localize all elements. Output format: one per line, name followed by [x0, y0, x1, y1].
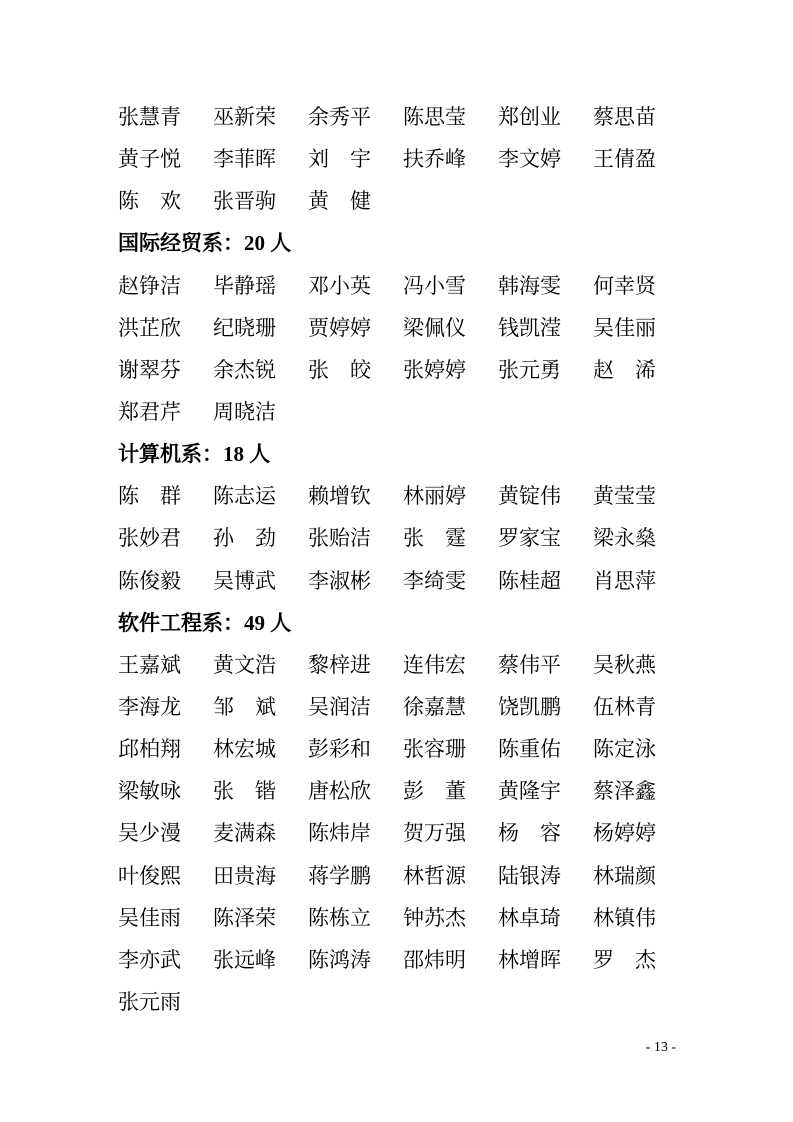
- student-name: 巫新荣: [213, 105, 276, 129]
- student-name: 王倩盈: [593, 147, 656, 172]
- student-name: 陈炜岸: [308, 821, 371, 846]
- name-row: [118, 475, 718, 517]
- student-name: 林卓琦: [498, 905, 561, 930]
- student-name: 张容珊: [403, 737, 466, 762]
- name-row: [118, 265, 718, 307]
- student-name: 陈栋立: [308, 905, 371, 930]
- student-name: 邱柏翔: [118, 737, 181, 762]
- student-name: 彭 董: [403, 779, 466, 804]
- student-name: 蔡泽鑫: [593, 779, 656, 804]
- student-name: 陆银涛: [498, 863, 561, 888]
- student-name: 吴秋燕: [593, 652, 656, 677]
- name-row: [118, 349, 718, 391]
- student-name: 张晋驹: [213, 189, 276, 214]
- student-name: 陈 群: [118, 484, 181, 509]
- student-name: 张元勇: [498, 357, 561, 382]
- name-row: [118, 770, 718, 812]
- section-header: 软件工程系：49 人: [118, 610, 292, 635]
- name-row: [118, 939, 718, 981]
- student-name: 毕静瑶: [213, 273, 276, 298]
- student-name: 吴少漫: [118, 821, 181, 846]
- student-name: 伍林青: [593, 694, 656, 719]
- student-name: 林宏城: [213, 737, 276, 762]
- student-name: 张 锴: [213, 779, 276, 804]
- student-name: 贾婷婷: [308, 315, 371, 340]
- student-name: 吴佳雨: [118, 905, 181, 930]
- student-name: 连伟宏: [403, 652, 466, 677]
- name-row: [118, 855, 718, 897]
- student-name: 张妙君: [118, 526, 181, 551]
- student-name: 蔡伟平: [498, 652, 561, 677]
- section-header: 计算机系：18 人: [118, 442, 271, 467]
- student-name: 麦满森: [213, 821, 276, 846]
- student-name: 黄隆宇: [498, 779, 561, 804]
- name-row: [118, 812, 718, 854]
- student-name: 李文婷: [498, 147, 561, 172]
- student-name: 黄锭伟: [498, 484, 561, 509]
- student-name: 黄子悦: [118, 147, 181, 172]
- student-name: 杨婷婷: [593, 821, 656, 846]
- name-row: [118, 138, 718, 180]
- student-name: 谢翠芬: [118, 357, 181, 382]
- student-name: 林镇伟: [593, 905, 656, 930]
- student-name: 韩海雯: [498, 273, 561, 298]
- student-name: 张 霆: [403, 526, 466, 551]
- student-name: 林瑞颜: [593, 863, 656, 888]
- page-number: - 13 -: [645, 1040, 676, 1055]
- student-name: 张 皎: [308, 357, 371, 382]
- student-name: 陈桂超: [498, 568, 561, 593]
- student-name: 李海龙: [118, 694, 181, 719]
- name-row: [118, 644, 718, 686]
- student-name: 蔡思苗: [593, 105, 656, 129]
- student-name: 陈鸿涛: [308, 947, 371, 972]
- student-name: 郑君芹: [118, 399, 181, 424]
- student-name: 黄文浩: [213, 652, 276, 677]
- student-name: 李菲晖: [213, 147, 276, 172]
- student-name: 邓小英: [308, 273, 371, 298]
- student-name: 梁永燊: [593, 526, 656, 551]
- student-name: 邵炜明: [403, 947, 466, 972]
- student-name: 吴博武: [213, 568, 276, 593]
- student-name: 林丽婷: [403, 484, 466, 509]
- student-name: 罗 杰: [593, 947, 656, 972]
- student-name: 张元雨: [118, 989, 181, 1014]
- name-row: [118, 391, 718, 433]
- student-name: 何幸贤: [593, 273, 656, 298]
- student-name: 杨 容: [498, 821, 561, 846]
- name-row: [118, 686, 718, 728]
- student-name: 孙 劲: [213, 526, 276, 551]
- name-row: [118, 307, 718, 349]
- student-name: 钱凯滢: [498, 315, 561, 340]
- student-name: 张婷婷: [403, 357, 466, 382]
- student-name: 周晓洁: [213, 399, 276, 424]
- student-name: 陈泽荣: [213, 905, 276, 930]
- student-name: 赵铮洁: [118, 273, 181, 298]
- student-name: 张贻洁: [308, 526, 371, 551]
- student-name: 李亦武: [118, 947, 181, 972]
- student-name: 刘 宇: [308, 147, 371, 172]
- name-row: [118, 981, 718, 1023]
- student-name: 李绮雯: [403, 568, 466, 593]
- student-name: 贺万强: [403, 821, 466, 846]
- name-row: [118, 728, 718, 770]
- student-name: 梁敏咏: [118, 779, 181, 804]
- name-row: [118, 560, 718, 602]
- student-name: 陈志运: [213, 484, 276, 509]
- student-name: 洪芷欣: [118, 315, 181, 340]
- student-name: 李淑彬: [308, 568, 371, 593]
- student-name: 饶凯鹏: [498, 694, 561, 719]
- student-name: 陈 欢: [118, 189, 181, 214]
- student-name: 叶俊熙: [118, 863, 181, 888]
- student-name: 吴佳丽: [593, 315, 656, 340]
- section-header: 国际经贸系：20 人: [118, 231, 292, 256]
- student-name: 余秀平: [308, 105, 371, 129]
- student-name: 黄 健: [308, 189, 371, 214]
- student-name: 余杰锐: [213, 357, 276, 382]
- student-name: 梁佩仪: [403, 315, 466, 340]
- student-name: 罗家宝: [498, 526, 561, 551]
- student-name: 纪晓珊: [213, 315, 276, 340]
- student-name: 郑创业: [498, 105, 561, 129]
- student-name: 张远峰: [213, 947, 276, 972]
- student-name: 陈思莹: [403, 105, 466, 129]
- student-name: 彭彩和: [308, 737, 371, 762]
- name-row: [118, 517, 718, 559]
- name-row: [118, 897, 718, 939]
- student-name: 赵 浠: [593, 357, 656, 382]
- student-name: 肖思萍: [593, 568, 656, 593]
- student-name-list: [118, 96, 718, 1023]
- student-name: 徐嘉慧: [403, 694, 466, 719]
- student-name: 陈重佑: [498, 737, 561, 762]
- student-name: 唐松欣: [308, 779, 371, 804]
- student-name: 邹 斌: [213, 694, 276, 719]
- student-name: 吴润洁: [308, 694, 371, 719]
- student-name: 黎梓进: [308, 652, 371, 677]
- student-name: 扶乔峰: [403, 147, 466, 172]
- student-name: 赖增钦: [308, 484, 371, 509]
- student-name: 陈俊毅: [118, 568, 181, 593]
- student-name: 蒋学鹏: [308, 863, 371, 888]
- student-name: 王嘉斌: [118, 652, 181, 677]
- student-name: 林增晖: [498, 947, 561, 972]
- student-name: 张慧青: [118, 105, 181, 129]
- student-name: 陈定泳: [593, 737, 656, 762]
- student-name: 黄莹莹: [593, 484, 656, 509]
- name-row: [118, 96, 718, 138]
- student-name: 田贵海: [213, 863, 276, 888]
- student-name: 钟苏杰: [403, 905, 466, 930]
- name-row: [118, 180, 718, 222]
- student-name: 冯小雪: [403, 273, 466, 298]
- student-name: 林哲源: [403, 863, 466, 888]
